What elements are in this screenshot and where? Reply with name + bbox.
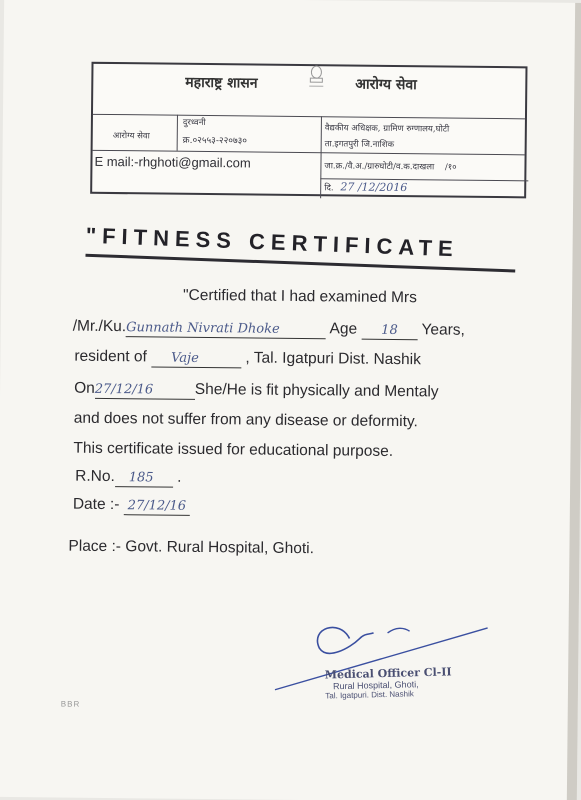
name-field	[126, 318, 326, 339]
date-label: Date :-	[72, 495, 120, 514]
village-name: Vaje	[171, 350, 199, 366]
rno-field	[115, 468, 173, 488]
exam-date-field	[95, 380, 195, 400]
body-line-4	[74, 380, 439, 403]
date-label: दि.	[324, 183, 334, 194]
body-line-1: "Certified that I had examined Mrs	[183, 286, 417, 307]
age-value: 18	[381, 322, 398, 339]
on-label: On	[74, 379, 95, 397]
fitness-statement: She/He is fit physically and Mentaly	[194, 380, 439, 401]
phone-label: दुरध्वनी	[182, 117, 206, 128]
body-line-3	[74, 348, 421, 371]
stamp-hospital: Rural Hospital, Ghoti,	[332, 679, 419, 692]
email-address: E mail:-rhghoti@gmail.com	[94, 153, 251, 171]
date-field	[124, 496, 190, 516]
date-value: 27 /12/2016	[340, 180, 408, 195]
footer-code: BBR	[60, 699, 81, 709]
officer-stamp	[325, 665, 453, 700]
body-line-6: This certificate issued for educational purpose.	[73, 439, 394, 460]
divider	[320, 116, 322, 198]
dept-label: आरोग्य सेवा	[112, 131, 150, 142]
rno-label: R.No.	[75, 467, 115, 486]
rno-value: 185	[128, 470, 154, 486]
body-line-5: and does not suffer from any disease or deformity.	[73, 409, 418, 431]
body-line-2	[73, 318, 465, 341]
ref-number	[324, 160, 456, 172]
age-field	[361, 321, 417, 341]
place-line: Place :- Govt. Rural Hospital, Ghoti.	[68, 537, 315, 558]
patient-name: Gunnath Nivrati Dhoke	[126, 320, 280, 337]
stamp-address: Tal. Igatpuri. Dist. Nashik	[325, 689, 414, 701]
certificate-date	[73, 496, 190, 516]
ref-label: जा.क्र./वै.अ./ग्रारुघोटी/व.क.दाखला	[324, 161, 435, 173]
date-value: 27/12/16	[127, 498, 187, 514]
emblem-icon	[305, 64, 327, 90]
phone-number: क्र.०२५५३-२२०७३०	[182, 135, 248, 147]
register-number: R.No. 185 .	[75, 467, 182, 486]
office-line-2: ता.इगतपुरी जि.नाशिक	[324, 139, 395, 150]
letter-date	[324, 180, 407, 194]
page-edge	[567, 3, 581, 800]
stamp-title: Medical Officer Cl-II	[324, 665, 452, 682]
exam-date: 27/12/16	[94, 381, 154, 398]
ref-suffix: /१०	[444, 162, 457, 173]
resident-label: resident of	[74, 347, 147, 366]
taluka-district: , Tal. Igatpuri Dist. Nashik	[245, 349, 421, 369]
certificate-heading: "FITNESS CERTIFICATE	[85, 222, 460, 262]
divider	[93, 114, 525, 120]
letterhead	[90, 62, 527, 199]
title-prefix: /Mr./Ku.	[72, 317, 127, 336]
village-field	[151, 348, 241, 368]
dept-title: आरोग्य सेवा	[355, 76, 417, 94]
office-line-1: वैद्यकीय अधिक्षक, ग्रामिण रुग्णालय,घोटी	[324, 123, 450, 135]
age-label: Age	[329, 320, 358, 338]
years-label: Years,	[421, 321, 466, 339]
govt-title: महाराष्ट्र शासन	[185, 74, 258, 92]
divider	[177, 115, 178, 151]
